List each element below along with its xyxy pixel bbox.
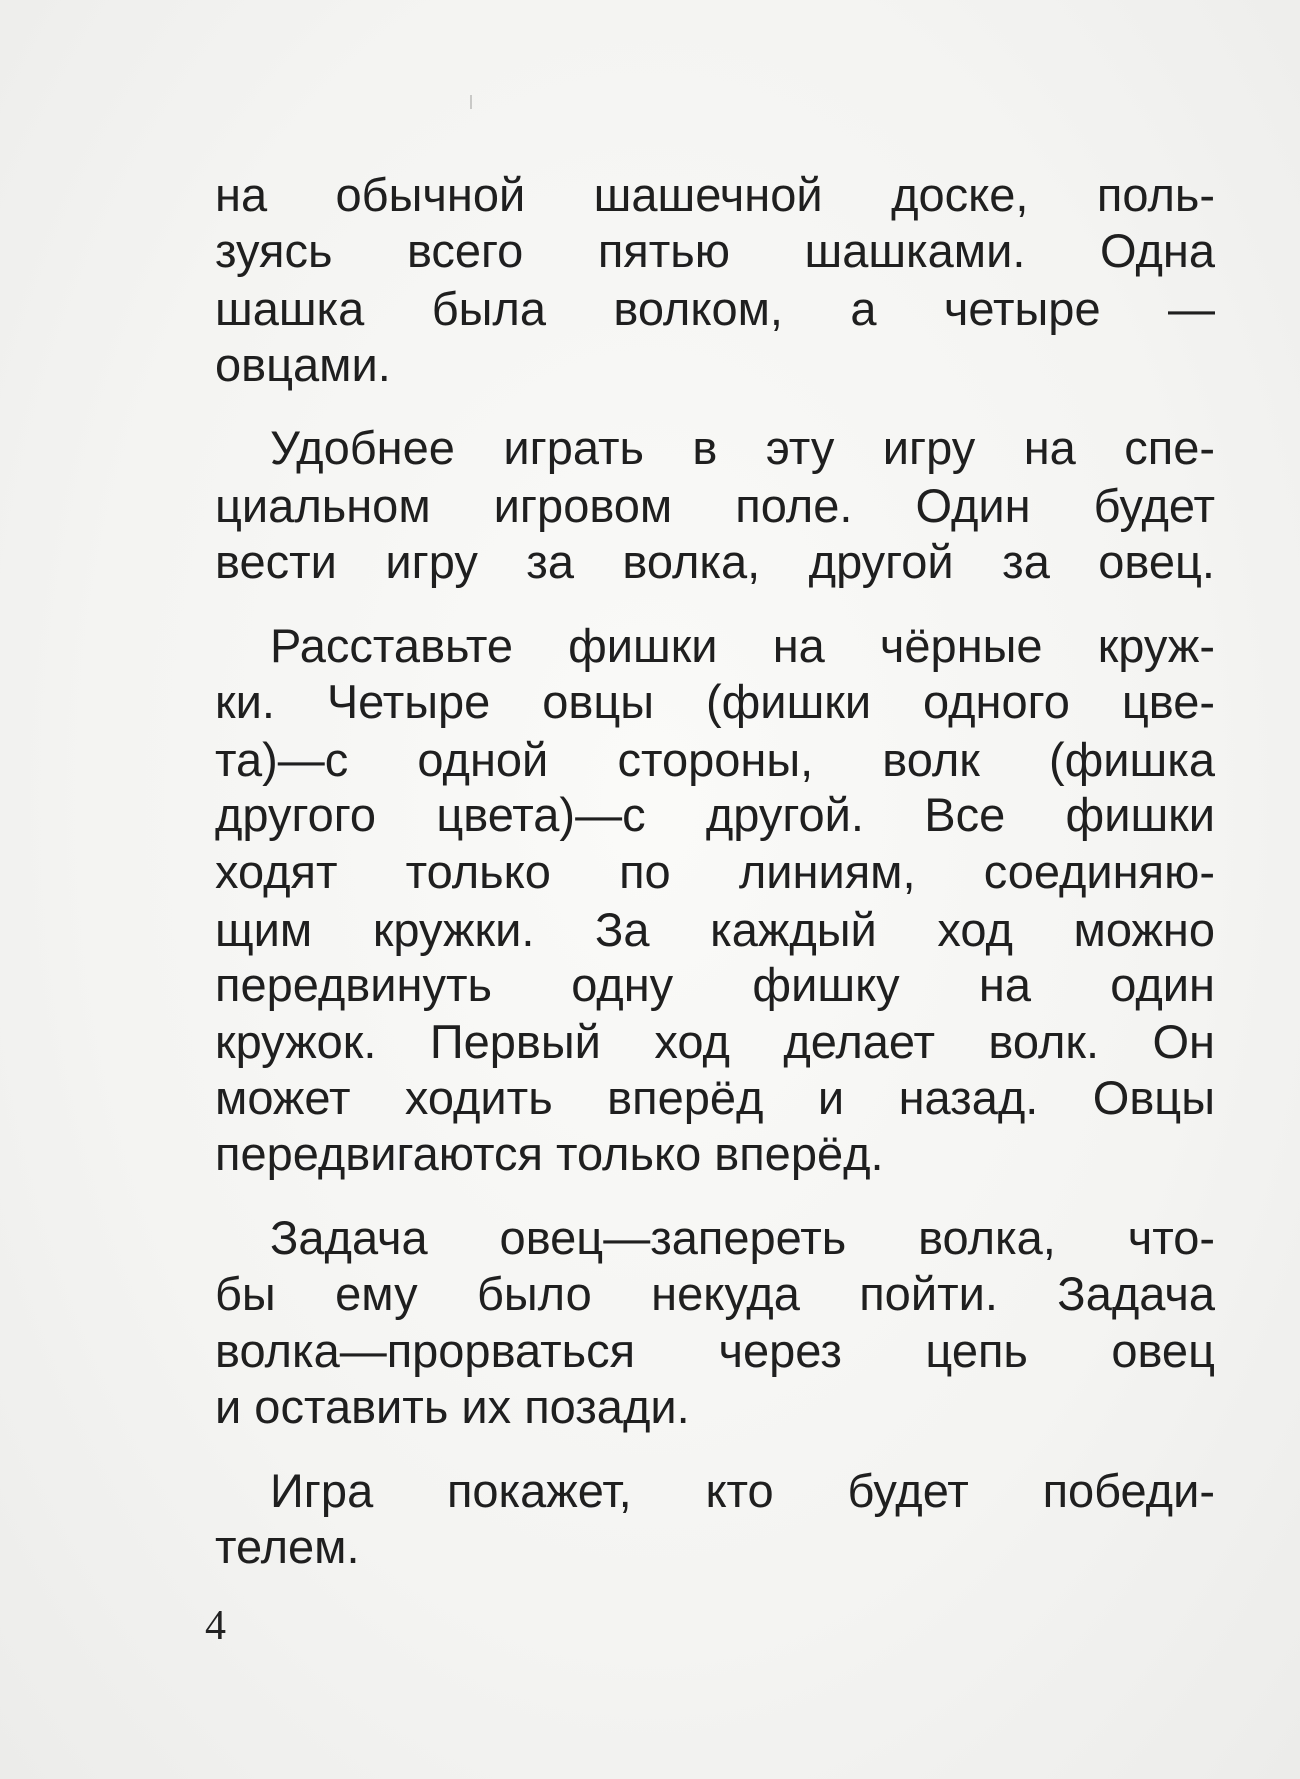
text-line: ходят только по линиям, соединяю- <box>215 845 1215 898</box>
text-line: ки. Четыре овцы (фишки одного цве- <box>215 675 1215 728</box>
text-line: волка—прорваться через цепь овец <box>215 1324 1215 1377</box>
text-line: на обычной шашечной доске, поль- <box>215 168 1215 221</box>
text-line: вести игру за волка, другой за овец. <box>215 535 1215 588</box>
text-line: циальном игровом поле. Один будет <box>215 479 1215 532</box>
text-line: передвигаются только вперёд. <box>215 1127 884 1180</box>
text-line: Расставьте фишки на чёрные круж- <box>270 619 1215 672</box>
page-number: 4 <box>205 1603 226 1649</box>
text-line: и оставить их позади. <box>215 1380 690 1433</box>
text-line: та)—с одной стороны, волк (фишка <box>215 733 1215 786</box>
text-line: может ходить вперёд и назад. Овцы <box>215 1071 1215 1124</box>
text-line: бы ему было некуда пойти. Задача <box>215 1267 1215 1320</box>
text-line: шашка была волком, а четыре — <box>215 282 1215 335</box>
text-line: зуясь всего пятью шашками. Одна <box>215 224 1215 277</box>
text-line: Игра покажет, кто будет победи- <box>270 1464 1215 1517</box>
text-line: Задача овец—запереть волка, что- <box>270 1211 1215 1264</box>
text-line: овцами. <box>215 338 391 391</box>
text-line: щим кружки. За каждый ход можно <box>215 903 1215 956</box>
text-line: кружок. Первый ход делает волк. Он <box>215 1015 1215 1068</box>
text-line: телем. <box>215 1520 360 1573</box>
text-line: передвинуть одну фишку на один <box>215 958 1215 1011</box>
text-line: другого цвета)—с другой. Все фишки <box>215 788 1215 841</box>
paper-speck <box>470 95 472 109</box>
text-line: Удобнее играть в эту игру на спе- <box>270 421 1215 474</box>
